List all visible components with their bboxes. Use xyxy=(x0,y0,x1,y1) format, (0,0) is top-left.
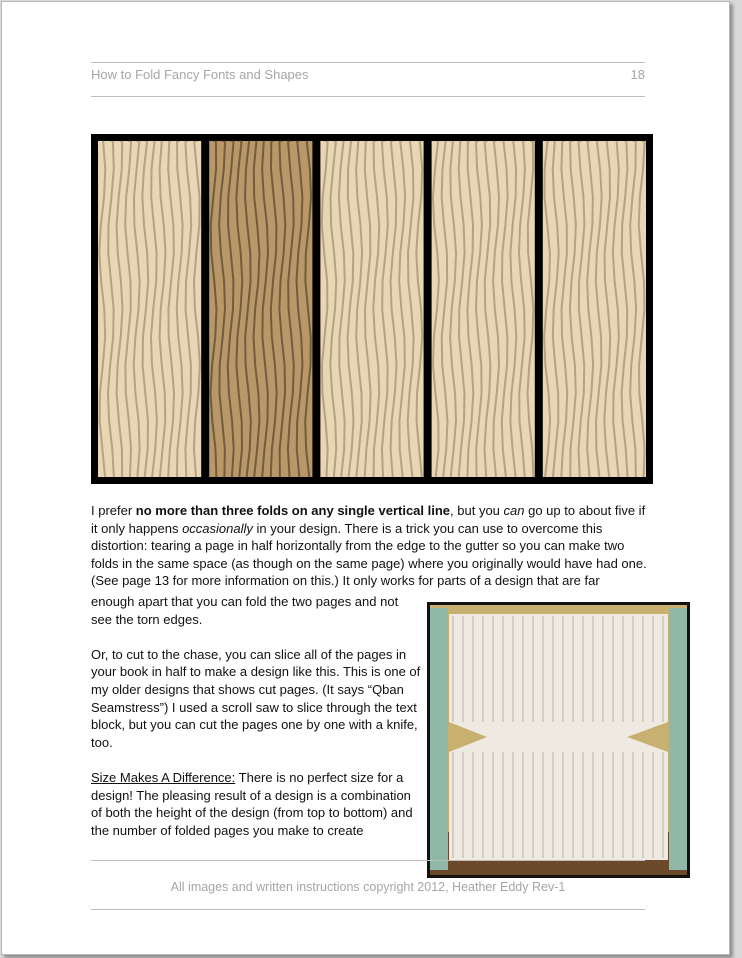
header-top-rule xyxy=(91,62,645,63)
paragraph-size-matters xyxy=(91,769,421,839)
italic-run: occasionally xyxy=(182,520,253,536)
bold-run: no more than three folds on any single vertical line xyxy=(135,503,451,518)
folded-pages-photo-strip xyxy=(91,134,653,484)
bottom-folded-pages xyxy=(449,732,668,860)
folded-pages-photos xyxy=(91,134,653,484)
text-run: , but you xyxy=(450,503,504,518)
text-run: There is no perfect size for a design! The pleasing result of a design is a combination of both the height of the design (from top to bottom) and the number of folded pages you make to create xyxy=(91,769,413,838)
photo-panel xyxy=(209,141,312,477)
size-heading: Size Makes A Difference: xyxy=(91,769,236,785)
paragraph-fold-limit-end: enough apart that you can fold the two pages and not see the torn edges. xyxy=(91,594,399,627)
footer-copyright: All images and written instructions copyright 2012, Heather Eddy Rev-1 xyxy=(170,880,566,894)
qban-seamstress-book-photo xyxy=(427,602,690,878)
left-column-text xyxy=(91,593,421,839)
footer-bottom-rule xyxy=(91,909,645,910)
paragraph-fold-limit xyxy=(91,502,655,590)
text-run: I prefer xyxy=(91,503,136,518)
header-title: How to Fold Fancy Fonts and Shapes xyxy=(91,67,309,82)
photo-panel xyxy=(543,141,646,477)
photo-panel xyxy=(98,141,201,477)
top-folded-pages xyxy=(449,614,668,742)
book-cover-left xyxy=(430,608,448,870)
photo-panel xyxy=(432,141,535,477)
footer-top-rule xyxy=(91,860,645,861)
cut-pages-book-image xyxy=(427,602,690,878)
book-cover-right xyxy=(669,608,687,870)
document-page xyxy=(1,1,730,955)
header-page-number: 18 xyxy=(630,67,645,82)
paragraph-cut-pages: Or, to cut to the chase, you can slice all of the pages in your book in half to make a design like this. This is one of my older designs that shows cut pages. (It says “Qban Seamstress”) I used a scroll saw to slice through the text block, but you can cut the pages one by one with a knife, too. xyxy=(91,646,421,750)
italic-run: can xyxy=(503,503,525,518)
text-run: in your design. There is a trick you can use to overcome this distortion: tearing a page in half horizontally from the edge to the gutter so you can make two folds in the same space (as though on the same page) where you originally would have had one. (See page 13 for more information on this.) It only works for parts of a design that are far xyxy=(91,520,647,589)
text-run: go up to about five if it only happens xyxy=(91,503,646,536)
photo-panel xyxy=(320,141,423,477)
header-bottom-rule xyxy=(91,96,645,97)
